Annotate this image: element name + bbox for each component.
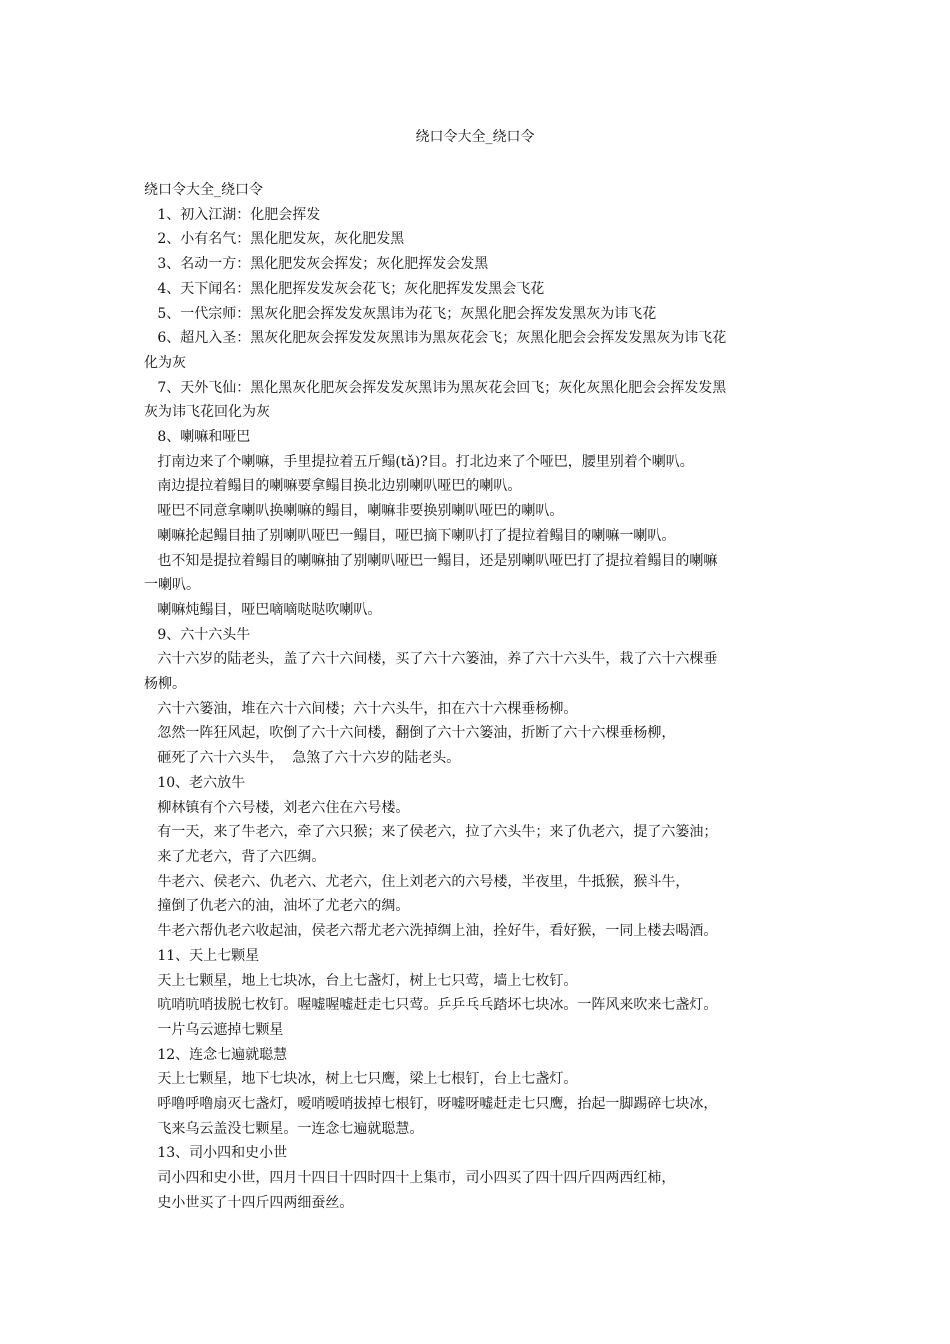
text-line: 13、司小四和史小世 [144, 1145, 288, 1162]
text-line: 来了尤老六，背了六匹绸。 [144, 848, 326, 865]
text-line: 12、连念七遍就聪慧 [144, 1046, 288, 1063]
text-line: 撞倒了仇老六的油，油坏了尤老六的绸。 [144, 898, 410, 915]
document-title: 绕口令大全_绕口令 [415, 129, 535, 145]
text-line: 史小世买了十四斤四两细蚕丝。 [144, 1194, 354, 1211]
text-line: 牛老六、侯老六、仇老六、尤老六，住上刘老六的六号楼，半夜里，牛抵猴，猴斗牛， [144, 873, 690, 890]
text-line: 喇嘛抡起鳎目抽了别喇叭哑巴一鳎目，哑巴摘下喇叭打了提拉着鳎目的喇嘛一喇叭。 [144, 527, 676, 544]
text-line: 喇嘛炖鳎目，哑巴嘀嘀哒哒吹喇叭。 [144, 601, 382, 618]
text-line: 天上七颗星，地下七块冰，树上七只鹰，梁上七根钉，台上七盏灯。 [144, 1071, 578, 1088]
text-line: 天上七颗星，地上七块冰，台上七盏灯，树上七只莺，墙上七枚钉。 [144, 972, 578, 989]
text-line: 8、喇嘛和哑巴 [144, 429, 251, 446]
text-line: 杨柳。 [144, 676, 186, 693]
text-line: 4、天下闻名：黑化肥挥发发灰会花飞；灰化肥挥发发黑会飞花 [144, 280, 545, 297]
document-body [144, 178, 812, 1216]
text-line: 砸死了六十六头牛， 急煞了六十六岁的陆老头。 [144, 750, 461, 767]
text-line: 10、老六放牛 [144, 774, 246, 791]
text-line: 6、超凡入圣：黑灰化肥灰会挥发发灰黑讳为黑灰花会飞；灰黑化肥会会挥发发黑灰为讳飞花 [144, 330, 727, 347]
text-line: 司小四和史小世，四月十四日十四时四十上集市，司小四买了四十四斤四两西红柿， [144, 1170, 676, 1187]
text-line: 一片乌云遮掉七颗星 [144, 1021, 284, 1038]
text-line: 也不知是提拉着鳎目的喇嘛抽了别喇叭哑巴一鳎目，还是别喇叭哑巴打了提拉着鳎目的喇嘛 [144, 552, 718, 569]
text-line: 南边提拉着鳎目的喇嘛要拿鳎目换北边别喇叭哑巴的喇叭。 [144, 478, 522, 495]
text-line: 六十六篓油，堆在六十六间楼；六十六头牛，扣在六十六棵垂杨柳。 [144, 700, 578, 717]
text-line: 化为灰 [144, 354, 186, 371]
text-line: 7、天外飞仙：黑化黑灰化肥灰会挥发发灰黑讳为黑灰花会回飞；灰化灰黑化肥会会挥发发黑 [144, 379, 727, 396]
text-line: 柳林镇有个六号楼，刘老六住在六号楼。 [144, 799, 410, 816]
text-line: 5、一代宗师：黑灰化肥会挥发发灰黑讳为花飞；灰黑化肥会挥发发黑灰为讳飞花 [144, 305, 657, 322]
text-line: 2、小有名气：黑化肥发灰，灰化肥发黑 [144, 231, 405, 248]
text-line: 一喇叭。 [144, 577, 200, 594]
text-line: 1、初入江湖：化肥会挥发 [144, 206, 321, 223]
text-line: 灰为讳飞花回化为灰 [144, 404, 270, 421]
text-line: 11、天上七颗星 [144, 947, 260, 964]
text-line: 3、名动一方：黑化肥发灰会挥发；灰化肥挥发会发黑 [144, 256, 489, 273]
text-line: 有一天，来了牛老六，牵了六只猴；来了侯老六，拉了六头牛；来了仇老六，提了六篓油； [144, 824, 718, 841]
text-line: 打南边来了个喇嘛，手里提拉着五斤鳎(tǎ)?目。打北边来了个哑巴，腰里别着个喇叭。 [144, 453, 694, 470]
text-line: 飞来乌云盖没七颗星。一连念七遍就聪慧。 [144, 1120, 424, 1137]
text-line: 吭哨吭哨拔脱七枚钉。喔嘘喔嘘赶走七只莺。乒乒乓乓踏坏七块冰。一阵风来吹来七盏灯。 [144, 997, 718, 1014]
text-line: 绕口令大全_绕口令 [144, 182, 263, 198]
text-line: 六十六岁的陆老头，盖了六十六间楼，买了六十六篓油，养了六十六头牛，栽了六十六棵垂 [144, 651, 718, 668]
text-line: 牛老六帮仇老六收起油，侯老六帮尤老六洗掉绸上油，拴好牛，看好猴，一同上楼去喝酒。 [144, 923, 718, 940]
text-line: 哑巴不同意拿喇叭换喇嘛的鳎目，喇嘛非要换别喇叭哑巴的喇叭。 [144, 503, 564, 520]
text-line: 9、六十六头牛 [144, 626, 251, 643]
text-line: 呼噜呼噜扇灭七盏灯，嗳哨嗳哨拔掉七根钉，呀嘘呀嘘赶走七只鹰，抬起一脚踢碎七块冰， [144, 1096, 718, 1113]
text-line: 忽然一阵狂风起，吹倒了六十六间楼，翻倒了六十六篓油，折断了六十六棵垂杨柳， [144, 725, 676, 742]
